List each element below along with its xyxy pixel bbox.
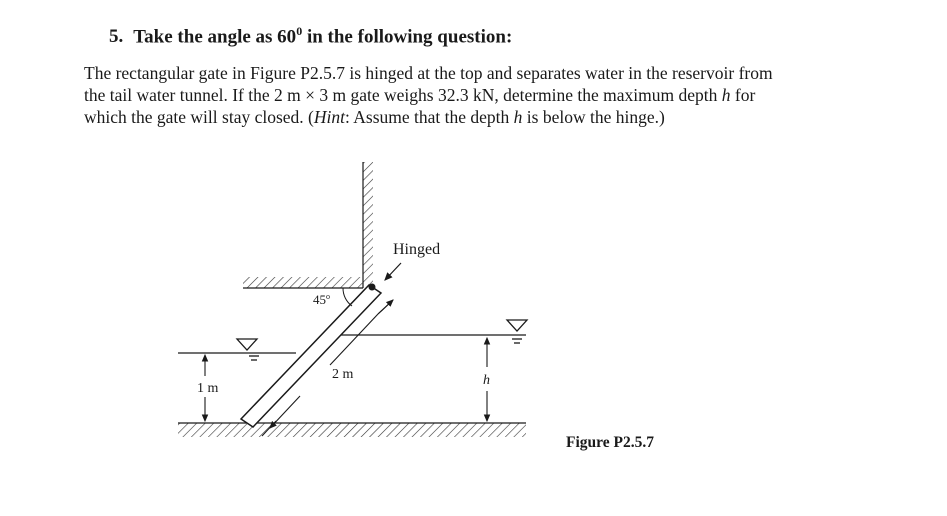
left-depth-label: 1 m (197, 381, 219, 396)
hinge-point (369, 284, 376, 291)
paragraph-line-3-text: which the gate will stay closed. ( (84, 107, 314, 127)
gate-length-label: 2 m (332, 367, 354, 382)
vertical-wall (363, 162, 373, 288)
hint-label: Hint (313, 107, 345, 127)
paragraph-line-2-text: the tail water tunnel. If the 2 m × 3 m gate weighs 32.3 kN, determine the maximum depth (84, 85, 722, 105)
figure-caption: Figure P2.5.7 (566, 434, 654, 451)
gate-length-dimension (262, 300, 393, 436)
variable-h: h (721, 85, 731, 105)
paragraph-line-3-end: is below the hinge.) (522, 107, 665, 127)
hinge-pointer (385, 263, 401, 280)
angle-degree-mark: o (326, 292, 330, 301)
angle-value: 45 (313, 292, 326, 307)
paragraph-line-1: The rectangular gate in Figure P2.5.7 is hinged at the top and separates water in the reservoir from (84, 63, 773, 83)
paragraph-line-3-mid: : Assume that the depth (345, 107, 514, 127)
question-title: Take the angle as 60 (133, 26, 297, 48)
angle-label (313, 292, 330, 307)
question-title-superscript: 0 (296, 24, 303, 38)
question-number: 5. (109, 26, 124, 48)
ground (178, 423, 526, 437)
hinged-label: Hinged (393, 241, 441, 258)
inclined-gate (241, 284, 381, 428)
variable-h-2: h (513, 107, 523, 127)
right-water-level-icon (507, 320, 527, 343)
question-title-end: in the following question: (302, 26, 513, 48)
right-depth-label: h (483, 373, 490, 388)
paragraph-line-2-end: for (730, 85, 756, 105)
left-water-level-icon (237, 339, 259, 360)
upper-wall (243, 277, 363, 288)
